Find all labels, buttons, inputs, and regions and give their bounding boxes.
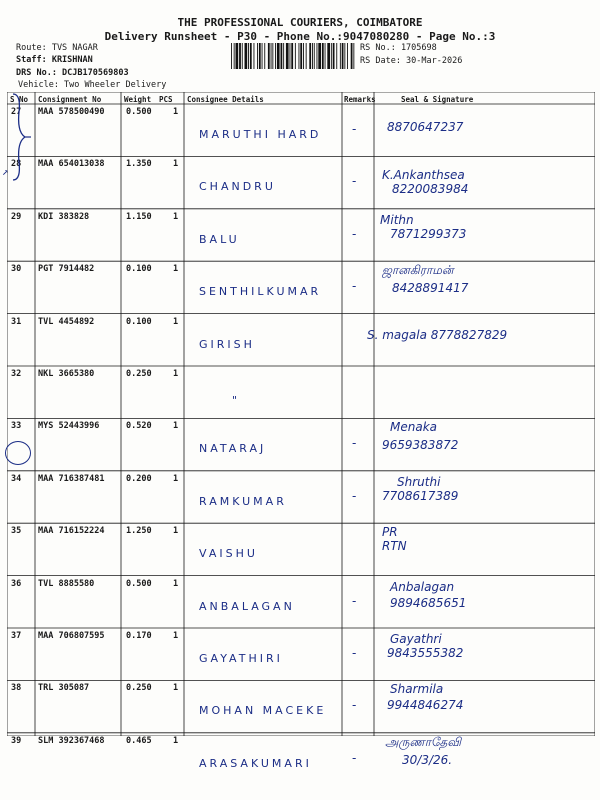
runsheet-title: Delivery Runsheet - P30 - Phone No.:9047080280 - Page No.:3 [104,30,496,43]
signature: 8870647237 [387,120,464,134]
signature-phone: 8220083984 [392,182,469,197]
drs-number: DRS No.: DCJB170569803 [16,68,129,78]
serial-number: 33 [11,421,22,432]
col-sno: S No [10,95,29,104]
consignee-handwritten: MARUTHI HARD [199,128,322,141]
col-consignee: Consignee Details [187,95,264,104]
weight: 0.520 [126,421,152,432]
pieces: 1 [173,683,179,694]
weight: 0.250 [126,683,152,694]
table-row [7,523,595,575]
signature: Menaka [390,420,437,435]
consignee-handwritten: SENTHILKUMAR [199,285,322,299]
serial-number: 35 [11,526,22,537]
barcode-image [231,43,356,69]
consignment-number: MAA 578500490 [38,107,105,117]
pieces: 1 [173,369,179,379]
serial-number: 36 [11,578,22,589]
pieces: 1 [173,578,179,589]
col-consignment: Consignment No [38,95,102,104]
signature-phone: 9659383872 [382,438,459,453]
signature: அருணாதேவி [385,734,461,749]
consignment-number: MAA 706807595 [38,631,105,641]
consignee-handwritten: " [232,394,241,407]
pieces: 1 [173,631,179,641]
pieces: 1 [173,159,179,170]
consignee-handwritten: RAMKUMAR [199,494,287,508]
consignee-handwritten: GAYATHIRI [199,652,283,665]
table-row [7,628,595,680]
remark-mark: - [352,436,357,451]
table-row [7,104,595,156]
pieces: 1 [173,473,179,484]
curly-brace-mark [7,92,31,182]
weight: 1.150 [126,211,152,222]
serial-number: 38 [11,683,22,694]
consignment-number: PGT 7914482 [38,264,95,275]
weight: 1.350 [126,159,152,170]
company-title: THE PROFESSIONAL COURIERS, COIMBATORE [177,16,423,29]
remark-mark: - [352,279,357,294]
signature: ஜானகிராமன் [382,263,454,278]
table-row [7,366,595,418]
staff: Staff: KRISHNAN [16,55,93,65]
pieces: 1 [173,421,179,432]
col-remarks: Remarks [344,95,376,104]
signature-phone: 7871299373 [390,226,467,241]
route: Route: TVS NAGAR [16,43,98,53]
pieces: 1 [173,526,179,537]
weight: 0.465 [126,735,152,746]
signature: Anbalagan [390,579,455,594]
consignee-handwritten: CHANDRU [199,180,276,194]
serial-number: 37 [11,631,22,641]
remark-mark: - [352,226,357,241]
consignment-number: MYS 52443996 [38,421,100,432]
signature: Mithn [380,212,414,227]
consignment-number: MAA 716152224 [38,526,105,537]
remark-mark: - [352,122,357,136]
serial-number: 39 [11,735,22,746]
consignment-number: TVL 8885580 [38,578,95,589]
weight: 0.100 [126,264,152,275]
signature: K.Ankanthsea [382,168,465,183]
pieces: 1 [173,107,179,117]
serial-number: 30 [11,264,22,275]
signature-phone: 9843555382 [387,646,464,660]
signature-phone: 8428891417 [392,281,469,296]
table-row [7,680,595,732]
margin-tick-mark: ↗ [2,165,9,178]
serial-number: 27 [11,107,22,117]
consignee-handwritten: ARASAKUMARI [199,756,312,770]
remark-mark: - [352,750,357,765]
consignee-handwritten: ANBALAGAN [199,599,295,613]
consignment-number: TVL 4454892 [38,316,95,327]
table-row [7,418,595,470]
weight: 0.170 [126,631,152,641]
table-row [7,314,595,366]
serial-number: 32 [11,369,22,379]
vehicle: Vehicle: Two Wheeler Delivery [18,80,167,90]
consignee-handwritten: BALU [199,232,240,246]
remark-mark: - [352,698,357,713]
table-row [7,733,595,785]
consignee-handwritten: NATARAJ [199,442,267,456]
serial-number: 34 [11,473,22,484]
remark-mark: - [352,488,357,503]
signature: Gayathri [390,632,442,646]
table-row [7,471,595,523]
consignee-handwritten: GIRISH [199,337,255,351]
table-row [7,261,595,313]
weight: 0.500 [126,578,152,589]
pieces: 1 [173,735,179,746]
table-row [7,576,595,628]
serial-number: 28 [11,159,22,170]
consignment-number: MAA 716387481 [38,473,105,484]
runsheet-table [7,92,595,770]
consignee-handwritten: MOHAN MACEKE [199,704,327,718]
consignee-handwritten: VAISHU [199,547,258,561]
remark-mark: - [352,174,357,189]
signature-phone: 9894685651 [390,595,467,610]
col-signature: Seal & Signature [401,95,474,104]
table-row [7,156,595,208]
signature: Sharmila [390,682,444,697]
pieces: 1 [173,211,179,222]
rs-number: RS No.: 1705698 [360,43,437,53]
pieces: 1 [173,316,179,327]
weight: 1.250 [126,526,152,537]
signature: Shruthi [397,474,441,489]
table-row [7,209,595,261]
weight: 0.100 [126,316,152,327]
signature-phone: RTN [382,539,407,554]
circle-mark [5,441,31,465]
rs-date: RS Date: 30-Mar-2026 [360,56,463,66]
signature: S. magala 8778827829 [367,327,508,342]
consignment-number: TRL 305087 [38,683,90,694]
remark-mark: - [352,646,357,660]
weight: 0.200 [126,473,152,484]
signature: PR [382,525,398,540]
consignment-number: MAA 654013038 [38,159,105,170]
col-pcs: PCS [159,95,173,104]
remark-mark: - [352,593,357,608]
col-weight: Weight [124,95,152,104]
weight: 0.500 [126,107,152,117]
weight: 0.250 [126,369,152,379]
serial-number: 29 [11,211,22,222]
consignment-number: NKL 3665380 [38,369,95,379]
signature-phone: 9944846274 [387,698,464,713]
signature-phone: 30/3/26. [402,752,453,767]
consignment-number: KDI 383828 [38,211,90,222]
signature-phone: 7708617389 [382,488,459,503]
consignment-number: SLM 392367468 [38,735,105,746]
pieces: 1 [173,264,179,275]
serial-number: 31 [11,316,22,327]
